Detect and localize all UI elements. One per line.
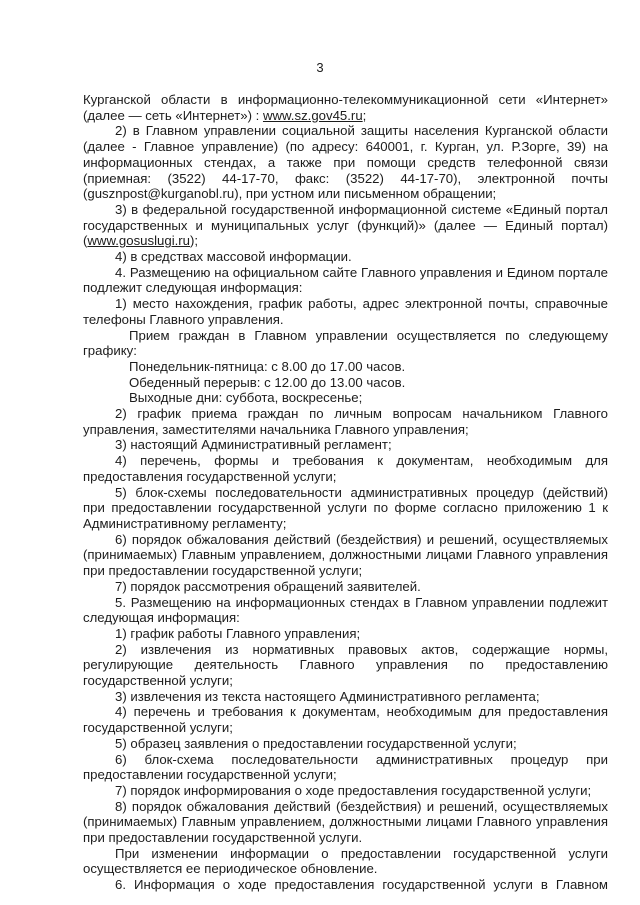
document-body <box>83 92 608 893</box>
paragraph-text: 2) график приема граждан по личным вопросам начальником Главного управления, заместителями начальника Главного управления; <box>83 406 608 437</box>
paragraph-text: Выходные дни: суббота, воскресенье; <box>129 390 363 406</box>
paragraph-text: ; <box>362 107 367 123</box>
paragraph <box>83 595 608 626</box>
paragraph <box>83 783 608 799</box>
paragraph <box>83 375 608 391</box>
paragraph-text: 6) порядок обжалования действий (бездействия) и решений, осуществляемых (принимаемых) Главным управлением, должностными лицами Главного управления при предоставлении государственной услуги; <box>83 531 608 579</box>
paragraph <box>83 689 608 705</box>
paragraph-text: 4) перечень, формы и требования к документам, необходимым для предоставления государственной услуги; <box>83 453 608 484</box>
paragraph-text: 4) перечень и требования к документам, необходимым для предоставления государственной услуги; <box>83 704 608 736</box>
paragraph-text: 3) извлечения из текста настоящего Административного регламента; <box>115 688 540 704</box>
paragraph <box>83 296 608 327</box>
paragraph-text: 3) в федеральной государственной информационной системе «Единый портал государственных и муниципальных услуг (функций)» (далее — Единый портал) ( <box>83 201 608 249</box>
paragraph-text: Курганской области в информационно-телекоммуникационной сети «Интернет» (далее — сеть «Интернет») : <box>83 92 608 123</box>
paragraph <box>83 626 608 642</box>
paragraph-text: Понедельник-пятница: с 8.00 до 17.00 часов. <box>129 358 406 374</box>
paragraph <box>83 579 608 595</box>
paragraph-text: 2) извлечения из нормативных правовых актов, содержащие нормы, регулирующие деятельность Главного управления по предоставлению государственной услуги; <box>83 641 608 689</box>
paragraph-text: 7) порядок информирования о ходе предоставления государственной услуги; <box>115 782 592 798</box>
paragraph <box>83 92 608 123</box>
paragraph-text: 5) блок-схемы последовательности административных процедур (действий) при предоставлении государственной услуги по форме согласно приложению 1 к Административному регламенту; <box>83 484 608 531</box>
paragraph <box>83 123 608 202</box>
paragraph <box>83 437 608 453</box>
paragraph-text: 1) график работы Главного управления; <box>115 625 361 641</box>
paragraph <box>83 752 608 783</box>
website-link[interactable]: www.sz.gov45.ru <box>262 107 363 123</box>
paragraph-text: 6) блок-схема последовательности административных процедур при предоставлении государственной услуги; <box>83 751 608 783</box>
website-link[interactable]: www.gosuslugi.ru <box>87 233 191 249</box>
paragraph <box>83 846 608 877</box>
paragraph <box>83 877 608 893</box>
paragraph-text: 5. Размещению на информационных стендах в Главном управлении подлежит следующая информация: <box>83 594 608 626</box>
paragraph <box>83 532 608 579</box>
paragraph-text: ); <box>190 233 199 249</box>
paragraph <box>83 202 608 249</box>
paragraph <box>83 704 608 735</box>
paragraph-text: 8) порядок обжалования действий (бездействия) и решений, осуществляемых (принимаемых) Главным управлением, должностными лицами Главного управления при предоставлении государственной услуги. <box>83 798 608 846</box>
page-number: 3 <box>316 60 324 75</box>
paragraph <box>83 736 608 752</box>
paragraph <box>83 642 608 689</box>
paragraph <box>83 265 608 296</box>
paragraph-text: Обеденный перерыв: с 12.00 до 13.00 часов. <box>129 374 406 390</box>
paragraph-text: При изменении информации о предоставлении государственной услуги осуществляется ее периодическое обновление. <box>83 845 608 877</box>
paragraph <box>83 453 608 484</box>
paragraph-text: 3) настоящий Административный регламент; <box>115 437 392 453</box>
paragraph <box>83 799 608 846</box>
paragraph-text: Прием граждан в Главном управлении осуществляется по следующему графику: <box>83 327 608 359</box>
paragraph-text: 5) образец заявления о предоставлении государственной услуги; <box>115 735 517 751</box>
paragraph <box>83 328 608 359</box>
paragraph <box>83 249 608 265</box>
paragraph-text: 2) в Главном управлении социальной защиты населения Курганской области (далее - Главное управление) (по адресу: 640001, г. Курган, ул. Р.Зорге, 39) на информационных стендах, а также при помощи средств телефонной связи (приемная: (3522) 44-17-70, факс: (3522) 44-17-70), электронной почты (gusznpost@kurganobl.ru), при устном или письменном обращении; <box>83 123 608 202</box>
paragraph-text: 7) порядок рассмотрения обращений заявителей. <box>115 578 421 594</box>
paragraph <box>83 485 608 532</box>
paragraph-text: 6. Информация о ходе предоставления государственной услуги в Главном <box>115 877 608 893</box>
paragraph <box>83 359 608 375</box>
paragraph-text: 4) в средствах массовой информации. <box>115 249 352 265</box>
paragraph <box>83 390 608 406</box>
paragraph-text: 4. Размещению на официальном сайте Главного управления и Едином портале подлежит следующая информация: <box>83 264 608 296</box>
paragraph <box>83 406 608 437</box>
paragraph-text: 1) место нахождения, график работы, адрес электронной почты, справочные телефоны Главного управления. <box>83 296 608 327</box>
